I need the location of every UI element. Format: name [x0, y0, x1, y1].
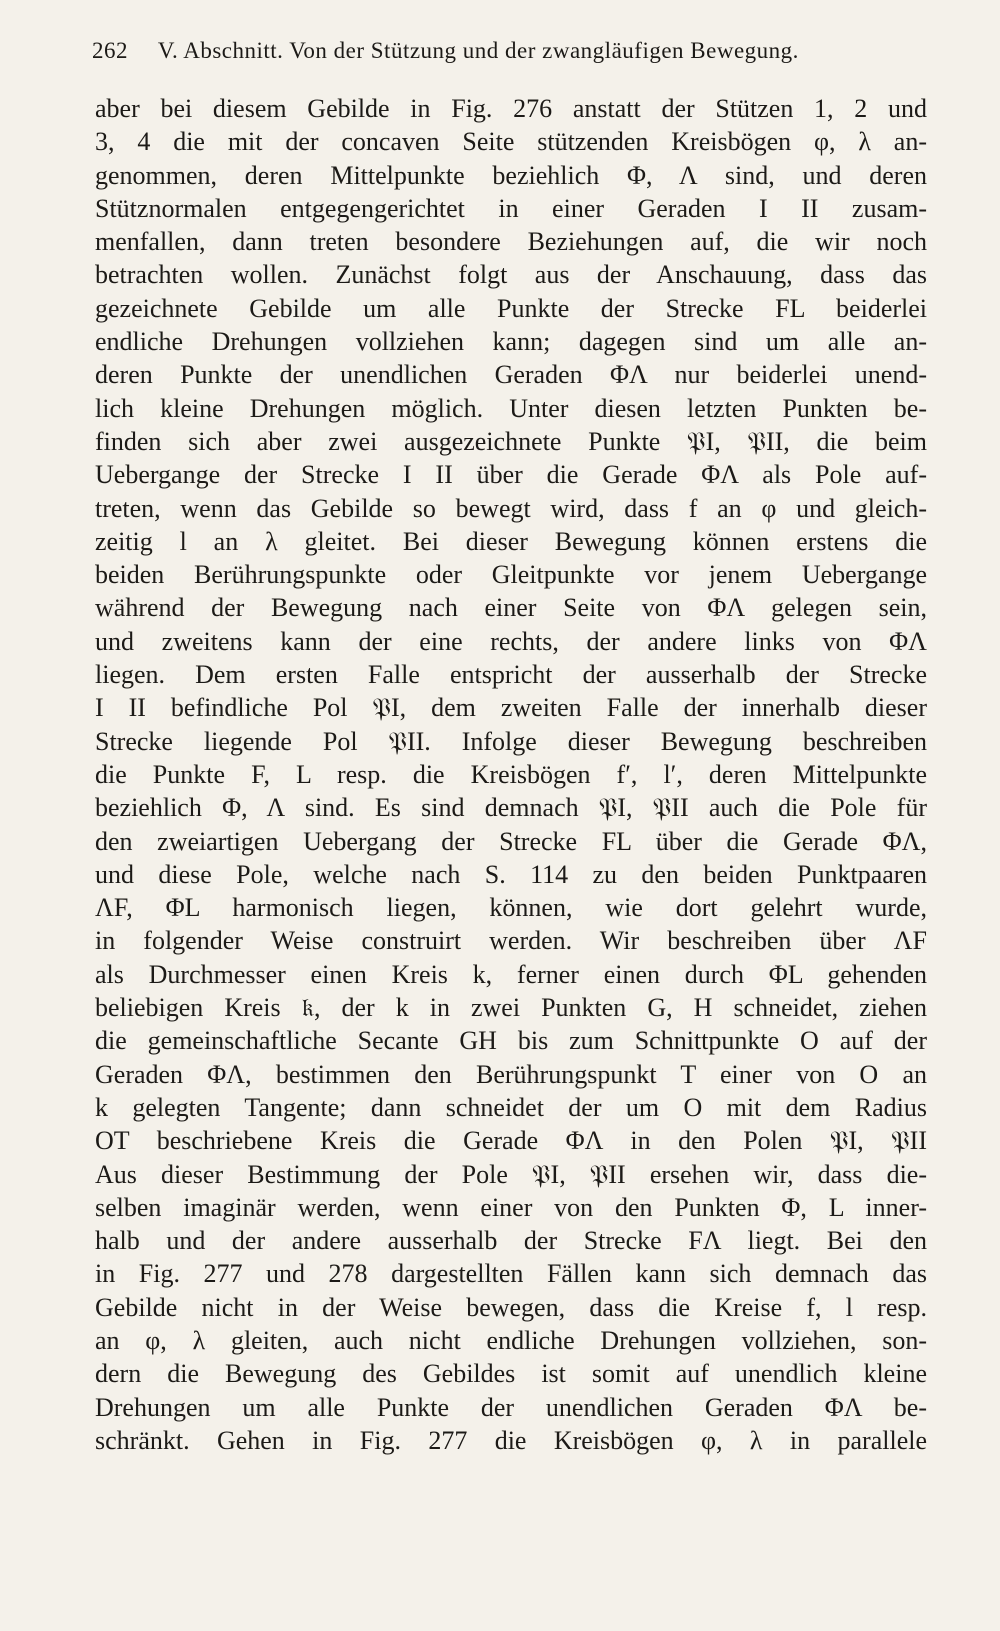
text-line: treten, wenn das Gebilde so bewegt wird, dass f an φ und gleich-: [95, 493, 927, 523]
text-line: Drehungen um alle Punkte der unendlichen Geraden ΦΛ be-: [95, 1392, 927, 1422]
text-line: deren Punkte der unendlichen Geraden ΦΛ nur beiderlei unend-: [95, 360, 927, 390]
text-line: in Fig. 277 und 278 dargestellten Fällen kann sich demnach das: [95, 1259, 927, 1289]
text-line: Uebergange der Strecke I II über die Gerade ΦΛ als Pole auf-: [95, 460, 927, 490]
text-line: Geraden ΦΛ, bestimmen den Berührungspunkt T einer von O an: [95, 1059, 927, 1089]
text-line: Gebilde nicht in der Weise bewegen, dass die Kreise f, l resp.: [95, 1292, 927, 1322]
text-line: dern die Bewegung des Gebildes ist somit auf unendlich kleine: [95, 1359, 927, 1389]
page-number: 262: [92, 38, 128, 63]
text-line: betrachten wollen. Zunächst folgt aus der Anschauung, dass das: [95, 260, 927, 290]
text-line: während der Bewegung nach einer Seite von ΦΛ gelegen sein,: [95, 593, 927, 623]
body-text: [95, 92, 927, 1457]
text-line: liegen. Dem ersten Falle entspricht der ausserhalb der Strecke: [95, 660, 927, 690]
text-line: beliebigen Kreis 𝔨, der k in zwei Punkten G, H schneidet, ziehen: [95, 993, 927, 1023]
text-line: an φ, λ gleiten, auch nicht endliche Drehungen vollziehen, son-: [95, 1325, 927, 1355]
text-line: die gemeinschaftliche Secante GH bis zum Schnittpunkte O auf der: [95, 1026, 927, 1056]
text-line: halb und der andere ausserhalb der Strecke FΛ liegt. Bei den: [95, 1226, 927, 1256]
text-line: und zweitens kann der eine rechts, der andere links von ΦΛ: [95, 626, 927, 656]
running-title: V. Abschnitt. Von der Stützung und der zwangläufigen Bewegung.: [157, 38, 799, 63]
text-line: und diese Pole, welche nach S. 114 zu den beiden Punktpaaren: [95, 859, 927, 889]
running-header: [92, 38, 932, 64]
text-line: beziehlich Φ, Λ sind. Es sind demnach 𝔓I, 𝔓II auch die Pole für: [95, 793, 927, 823]
text-line: Strecke liegende Pol 𝔓II. Infolge dieser Bewegung beschreiben: [95, 726, 927, 756]
text-line: genommen, deren Mittelpunkte beziehlich Φ, Λ sind, und deren: [95, 160, 927, 190]
text-line: 3, 4 die mit der concaven Seite stützenden Kreisbögen φ, λ an-: [95, 127, 927, 157]
text-line: menfallen, dann treten besondere Beziehungen auf, die wir noch: [95, 227, 927, 257]
text-line: I II befindliche Pol 𝔓I, dem zweiten Falle der innerhalb dieser: [95, 693, 927, 723]
text-line: zeitig l an λ gleitet. Bei dieser Bewegung können erstens die: [95, 526, 927, 556]
text-line: die Punkte F, L resp. die Kreisbögen f′, l′, deren Mittelpunkte: [95, 759, 927, 789]
text-line: ΛF, ΦL harmonisch liegen, können, wie dort gelehrt wurde,: [95, 893, 927, 923]
text-line: k gelegten Tangente; dann schneidet der um O mit dem Radius: [95, 1092, 927, 1122]
text-line: lich kleine Drehungen möglich. Unter diesen letzten Punkten be-: [95, 393, 927, 423]
text-line: aber bei diesem Gebilde in Fig. 276 anstatt der Stützen 1, 2 und: [95, 94, 927, 123]
text-line: als Durchmesser einen Kreis k, ferner einen durch ΦL gehenden: [95, 959, 927, 989]
text-line: selben imaginär werden, wenn einer von den Punkten Φ, L inner-: [95, 1192, 927, 1222]
text-line: beiden Berührungspunkte oder Gleitpunkte vor jenem Uebergange: [95, 560, 927, 590]
text-line: den zweiartigen Uebergang der Strecke FL über die Gerade ΦΛ,: [95, 826, 927, 856]
text-line: Aus dieser Bestimmung der Pole 𝔓I, 𝔓II ersehen wir, dass die-: [95, 1159, 927, 1189]
text-line: finden sich aber zwei ausgezeichnete Punkte 𝔓I, 𝔓II, die beim: [95, 426, 927, 456]
text-line: gezeichnete Gebilde um alle Punkte der Strecke FL beiderlei: [95, 293, 927, 323]
text-line: endliche Drehungen vollziehen kann; dagegen sind um alle an-: [95, 327, 927, 357]
text-line: Stütznormalen entgegengerichtet in einer Geraden I II zusam-: [95, 193, 927, 223]
text-line: OT beschriebene Kreis die Gerade ΦΛ in den Polen 𝔓I, 𝔓II: [95, 1126, 927, 1156]
text-line: in folgender Weise construirt werden. Wir beschreiben über ΛF: [95, 926, 927, 956]
text-line: schränkt. Gehen in Fig. 277 die Kreisbögen φ, λ in parallele: [95, 1425, 927, 1455]
